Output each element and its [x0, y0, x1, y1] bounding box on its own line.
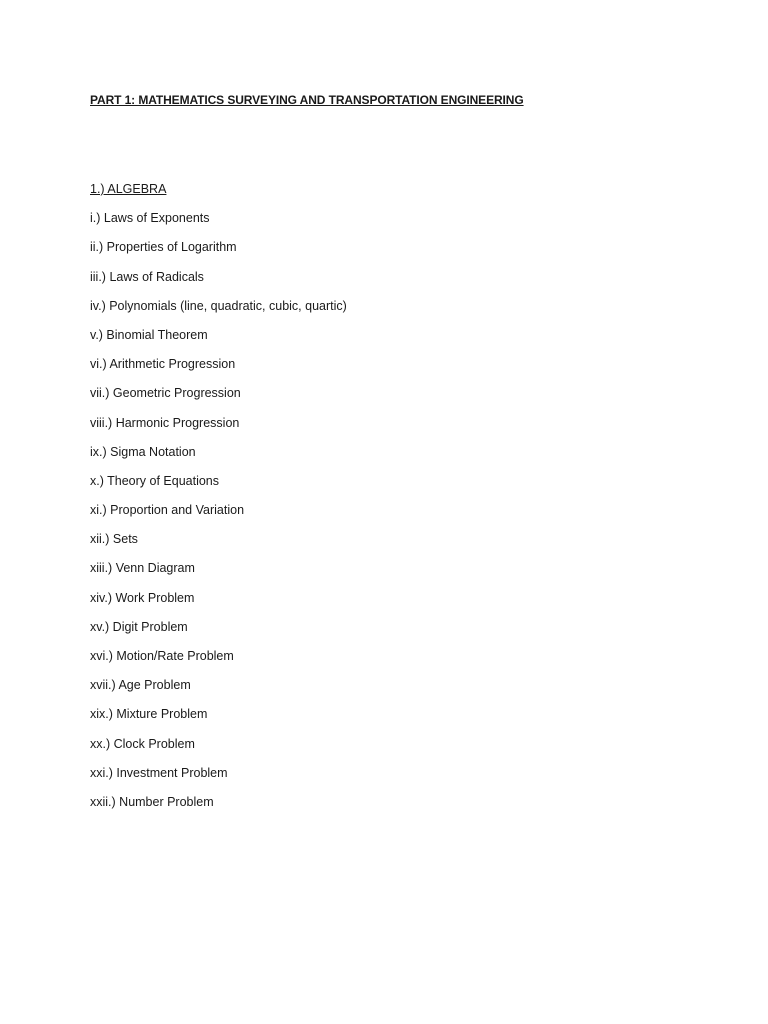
list-item: xvii.) Age Problem — [90, 678, 191, 693]
list-item: viii.) Harmonic Progression — [90, 415, 240, 430]
part-title: PART 1: MATHEMATICS SURVEYING AND TRANSPORTATION ENGINEERING — [90, 93, 524, 107]
section-heading: 1.) ALGEBRA — [90, 182, 167, 196]
list-item: iii.) Laws of Radicals — [90, 269, 204, 284]
list-item: x.) Theory of Equations — [90, 473, 220, 488]
list-item: xix.) Mixture Problem — [90, 707, 208, 722]
topic-list — [90, 209, 347, 822]
list-item: iv.) Polynomials (line, quadratic, cubic, quartic) — [90, 298, 347, 313]
algebra-section — [90, 180, 347, 822]
list-item: xii.) Sets — [90, 532, 138, 547]
list-item: xvi.) Motion/Rate Problem — [90, 649, 234, 663]
list-item: xx.) Clock Problem — [90, 736, 195, 751]
list-item: xxii.) Number Problem — [90, 794, 214, 809]
list-item: vii.) Geometric Progression — [90, 386, 241, 401]
list-item: vi.) Arithmetic Progression — [90, 357, 236, 372]
list-item: ii.) Properties of Logarithm — [90, 240, 237, 255]
list-item: v.) Binomial Theorem — [90, 327, 208, 342]
list-item: i.) Laws of Exponents — [90, 211, 210, 226]
list-item: xi.) Proportion and Variation — [90, 503, 245, 518]
list-item: xv.) Digit Problem — [90, 619, 188, 634]
list-item: xiii.) Venn Diagram — [90, 561, 195, 576]
list-item: xxi.) Investment Problem — [90, 765, 228, 780]
list-item: xiv.) Work Problem — [90, 590, 195, 605]
list-item: ix.) Sigma Notation — [90, 444, 196, 459]
